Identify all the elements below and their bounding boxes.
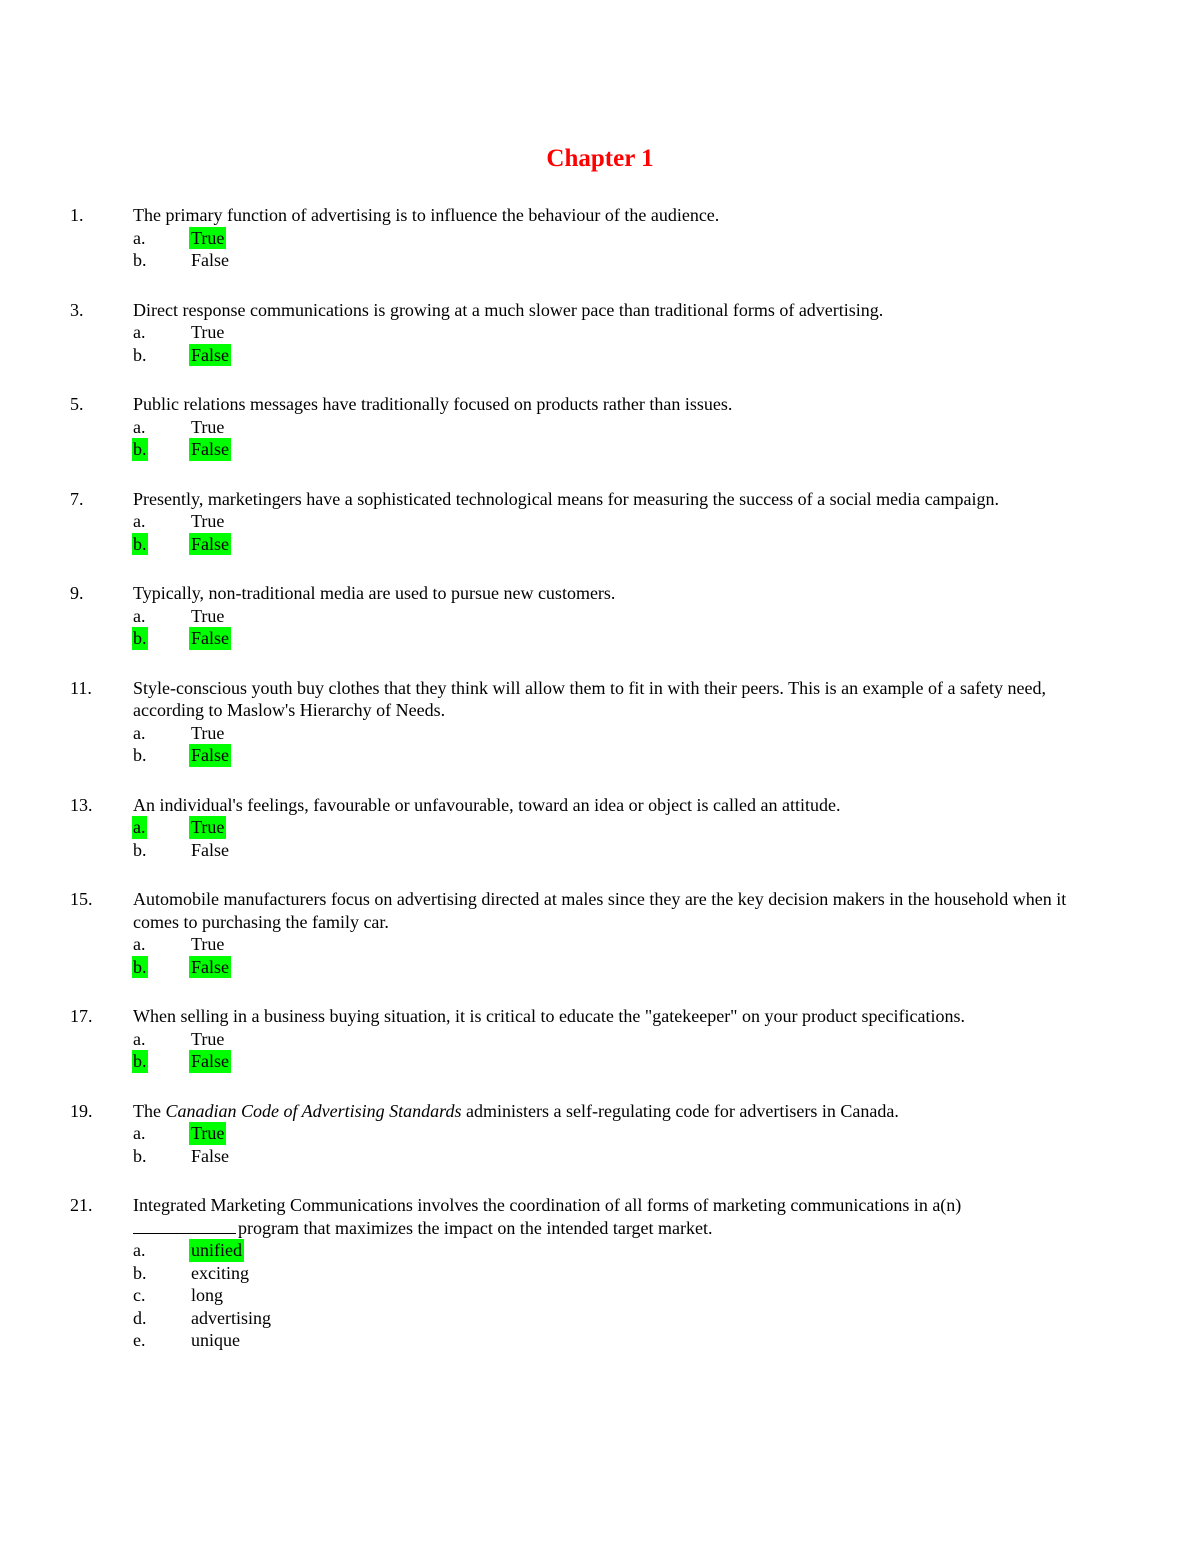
question-text-line-2 [133,1217,1093,1240]
question-number: 1. [70,205,84,225]
option-letter-correct: a. [133,817,146,837]
question-text: Presently, marketingers have a sophisticated technological means for measuring the success of a social media campaign. [133,488,1000,509]
option-letter: a. [133,1123,146,1143]
option-letter: a. [133,227,146,248]
question-number: 17. [70,1006,93,1026]
question-text-before: The [133,1100,166,1121]
question-17 [0,1005,1200,1073]
option-text-correct: False [191,745,229,765]
option-letter-correct: b. [133,628,147,648]
question-text: The primary function of advertising is to influence the behaviour of the audience. [133,205,720,225]
question-text [133,1100,1093,1123]
question-3 [0,299,1200,367]
option-a [0,816,1200,839]
option-text-correct: False [191,344,229,365]
option-a [0,416,1200,439]
question-19 [0,1100,1200,1168]
option-text: True [191,605,225,626]
option-letter: d. [133,1307,147,1328]
question-number: 9. [70,583,84,603]
question-text: Style-conscious youth buy clothes that they think will allow them to fit in with their peers. This is an example of a safety need, according to Maslow's Hierarchy of Needs. [133,677,1046,720]
option-letter: b. [133,1262,147,1283]
question-7 [0,488,1200,556]
question-number: 15. [70,889,93,909]
option-b [0,1145,1200,1168]
option-text: True [191,722,225,743]
option-text-correct: False [191,533,229,554]
option-b [0,744,1200,767]
option-letter: a. [133,722,146,743]
question-number: 21. [70,1195,93,1215]
question-text-after: administers a self-regulating code for advertisers in Canada. [461,1100,899,1121]
option-letter: b. [133,745,147,765]
option-b [0,533,1200,556]
option-text-correct: True [191,817,225,837]
option-a [0,227,1200,250]
option-b [0,839,1200,862]
option-letter: b. [133,1145,147,1166]
question-text: An individual's feelings, favourable or unfavourable, toward an idea or object is called an attitude. [133,794,841,815]
question-list [0,204,1200,1379]
option-letter: a. [133,322,146,342]
option-letter: a. [133,1240,146,1260]
option-letter: a. [133,934,146,954]
question-number: 19. [70,1100,93,1121]
option-d [0,1307,1200,1330]
option-letter-correct: b. [133,956,147,977]
option-text: unique [191,1330,240,1350]
question-number: 11. [70,677,92,698]
question-text: Typically, non-traditional media are used to pursue new customers. [133,583,616,603]
option-text-correct: False [191,439,229,459]
fill-in-blank [133,1218,236,1234]
option-a [0,1239,1200,1262]
option-letter: a. [133,511,146,531]
question-text: When selling in a business buying situation, it is critical to educate the "gatekeeper" on your product specifications. [133,1006,965,1026]
option-c [0,1284,1200,1307]
option-a [0,1122,1200,1145]
option-text-correct: unified [191,1240,242,1260]
option-text: False [191,1145,229,1166]
option-text: long [191,1285,224,1305]
question-21 [0,1194,1200,1352]
option-b [0,627,1200,650]
question-5 [0,393,1200,461]
option-text-correct: False [191,1051,229,1071]
question-text: Public relations messages have traditionally focused on products rather than issues. [133,394,733,414]
option-a [0,321,1200,344]
option-a [0,933,1200,956]
option-b [0,249,1200,272]
chapter-title: Chapter 1 [546,145,654,172]
question-11 [0,677,1200,767]
option-b [0,956,1200,979]
option-text: True [191,934,225,954]
option-letter-correct: b. [133,533,147,554]
question-text: Automobile manufacturers focus on advertising directed at males since they are the key decision makers in the household when it comes to purchasing the family car. [133,889,1067,932]
option-text: False [191,250,229,270]
option-a [0,510,1200,533]
option-a [0,605,1200,628]
question-number: 13. [70,794,93,815]
question-number: 5. [70,394,84,414]
option-text: advertising [191,1307,271,1328]
question-1 [0,204,1200,272]
question-text-line-2-text: program that maximizes the impact on the intended target market. [238,1217,713,1238]
option-b [0,1050,1200,1073]
option-text-correct: True [191,227,225,248]
option-b [0,344,1200,367]
option-text: True [191,416,225,437]
publication-title: Canadian Code of Advertising Standards [165,1100,462,1121]
option-text-correct: True [191,1123,225,1143]
option-text-correct: False [191,628,229,648]
question-9 [0,582,1200,650]
question-number: 3. [70,299,84,320]
option-b [0,438,1200,461]
option-letter: a. [133,416,146,437]
option-letter: a. [133,1028,146,1049]
option-b [0,1262,1200,1285]
option-letter-correct: b. [133,1051,147,1071]
option-letter: e. [133,1330,146,1350]
option-a [0,1028,1200,1051]
option-text-correct: False [191,956,229,977]
option-text: True [191,322,225,342]
option-text: False [191,839,229,860]
option-letter: b. [133,344,147,365]
question-text-line-1: Integrated Marketing Communications involves the coordination of all forms of marketing communications in a(n) [133,1195,962,1215]
question-text: Direct response communications is growing at a much slower pace than traditional forms of advertising. [133,299,884,320]
option-letter: b. [133,839,147,860]
option-text: True [191,1028,225,1049]
question-13 [0,794,1200,862]
option-e [0,1329,1200,1352]
option-letter: b. [133,250,147,270]
question-15 [0,888,1200,978]
option-text: exciting [191,1262,249,1283]
option-letter-correct: b. [133,439,147,459]
option-a [0,722,1200,745]
option-letter: c. [133,1285,146,1305]
question-number: 7. [70,488,84,509]
option-letter: a. [133,605,146,626]
option-text: True [191,511,225,531]
question-text [133,1194,1093,1239]
